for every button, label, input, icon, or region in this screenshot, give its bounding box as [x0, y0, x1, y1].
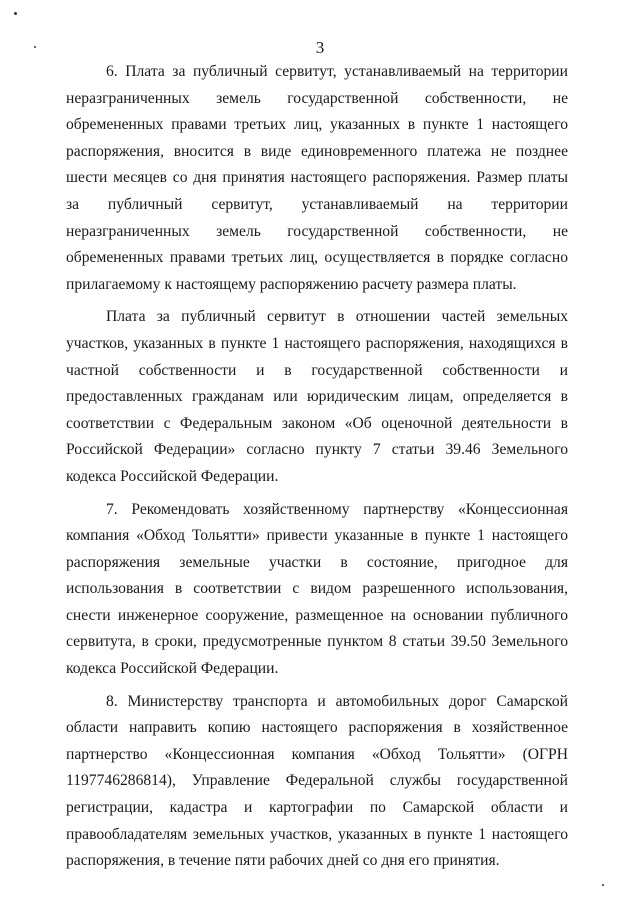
page-number: 3 [315, 38, 325, 57]
scan-speck [602, 884, 604, 886]
paragraph-6-continued: Плата за публичный сервитут в отношении частей земельных участков, указанных в пункте 1 настоящего распоряжения, находящихся в частной собственности и в государственной собственности и предоставленных гражданам или юридическим лицам, определяется в соответствии с Федеральным законом «Об оценочной деятельности в Российской Федерации» согласно пункту 7 статьи 39.46 Земельного кодекса Российской Федерации. [66, 308, 568, 485]
document-body [66, 59, 568, 881]
paragraph-8: 8. Министерству транспорта и автомобильных дорог Самарской области направить копию настоящего распоряжения в хозяйственное партнерство «Концессионная компания «Обход Тольятти» (ОГРН 1197746286814), Управление Федеральной службы государственной регистрации, кадастра и картографии по Самарской области и правообладателям земельных участков, указанных в пункте 1 настоящего распоряжения, в течение пяти рабочих дней со дня его принятия. [66, 692, 568, 870]
paragraph-7: 7. Рекомендовать хозяйственному партнерству «Концессионная компания «Обход Тольятти» привести указанные в пункте 1 настоящего распоряжения земельные участки в состояние, пригодное для использования в соответствии с видом разрешенного использования, снести инженерное сооружение, размещенное на основании публичного сервитута, в сроки, предусмотренные пунктом 8 статьи 39.50 Земельного кодекса Российской Федерации. [66, 500, 568, 678]
scan-speck [14, 12, 17, 15]
paragraph-6: 6. Плата за публичный сервитут, устанавливаемый на территории неразграниченных земель государственной собственности, не обремененных правами третьих лиц, указанных в пункте 1 настоящего распоряжения, вносится в виде единовременного платежа не позднее шести месяцев со дня принятия настоящего распоряжения. Размер платы за публичный сервитут, устанавливаемый на территории неразграниченных земель государственной собственности, не обремененных правами третьих лиц, осуществляется в порядке согласно прилагаемому к настоящему распоряжению расчету размера платы. [66, 63, 568, 293]
scan-speck [34, 46, 36, 48]
